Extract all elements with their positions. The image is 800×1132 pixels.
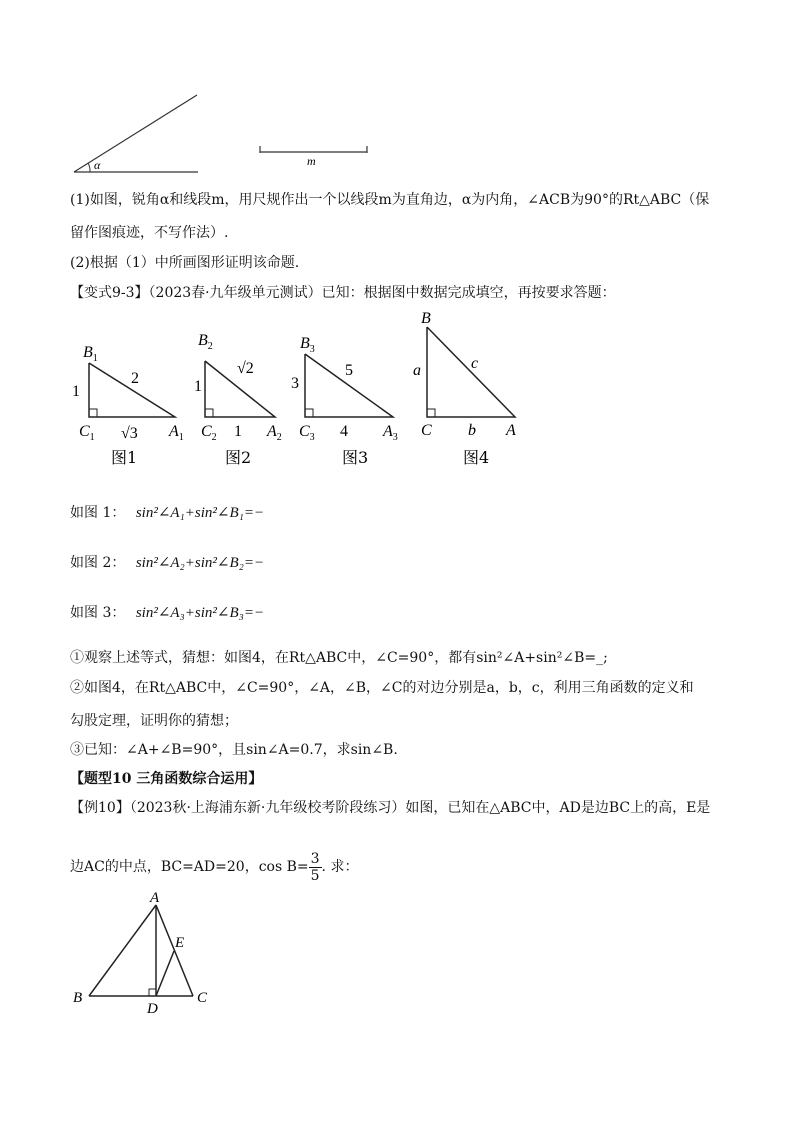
svg-text:C2	[201, 423, 217, 443]
tri3-vertex-C: C	[299, 423, 310, 440]
example-cont-pre: 边AC的中点，BC=AD=20，cos B=	[70, 859, 309, 875]
example-text: （2023秋·上海浦东新·九年级校考阶段练习）如图，已知在△ABC中，AD是边BC上的高，E是	[129, 800, 711, 816]
variant-text: （2023春·九年级单元测试）已知：根据图中数据完成填空，再按要求答题：	[148, 285, 616, 301]
svg-text:B3	[300, 335, 315, 355]
svg-text:A2	[266, 423, 282, 443]
question-1: (1)如图，锐角α和线段m，用尺规作出一个以线段m为直角边，α为内角，∠ACB为90°的Rt△ABC（保	[70, 192, 710, 208]
fraction-numerator: 3	[310, 850, 320, 867]
tri4-vertex-A: A	[506, 422, 516, 439]
vertex-A-label: A	[150, 890, 160, 906]
fill-item-2-label: 如图 2：	[70, 555, 126, 571]
tri4-hypotenuse: c	[471, 355, 479, 372]
tri3-caption: 图3	[342, 448, 369, 467]
tri2-base: 1	[234, 423, 242, 440]
tri3-hypotenuse: 5	[345, 362, 353, 379]
question-2: (2)根据（1）中所画图形证明该命题.	[70, 255, 300, 271]
tri2-left-side: 1	[194, 378, 202, 395]
angle-alpha-figure	[60, 85, 210, 180]
tri3-vertex-A: A	[383, 423, 393, 440]
tri1-caption: 图1	[111, 448, 138, 467]
tri3-vertex-A-sub: 3	[392, 432, 398, 443]
observation-3: ③已知：∠A+∠B=90°，且sin∠A=0.7，求sin∠B.	[70, 742, 398, 758]
segment-m-label: m	[307, 154, 316, 168]
triangle-figure-2	[185, 325, 295, 475]
point-E-label: E	[175, 935, 185, 951]
observation-2: ②如图4，在Rt△ABC中，∠C=90°，∠A，∠B，∠C的对边分别是a，b，c，利用三角函数的定义和	[70, 680, 694, 696]
variant-heading: 【变式9-3】	[70, 285, 149, 301]
example-continued	[70, 848, 358, 886]
svg-text:A3	[382, 423, 398, 443]
tri1-vertex-C: C	[79, 423, 90, 440]
section-heading: 【题型10 三角函数综合运用】	[70, 771, 263, 787]
tri2-vertex-B-sub: 2	[207, 341, 213, 352]
triangle-abc-figure	[65, 885, 225, 1020]
segment-m-figure	[255, 140, 375, 170]
tri3-vertex-C-sub: 3	[309, 432, 315, 443]
tri2-vertex-A: A	[267, 423, 277, 440]
tri2-vertex-C-sub: 2	[211, 432, 217, 443]
tri3-vertex-B: B	[300, 335, 310, 352]
tri4-vertex-C: C	[421, 422, 432, 439]
tri1-vertex-A: A	[169, 423, 179, 440]
tri4-caption: 图4	[463, 448, 490, 467]
tri2-vertex-A-sub: 2	[276, 432, 282, 443]
fill-item-3-expr: sin²∠A₃+sin²∠B₃=−	[135, 605, 265, 621]
tri1-hypotenuse: 2	[131, 370, 139, 387]
example-line	[70, 798, 710, 818]
tri2-vertex-B: B	[198, 332, 208, 349]
vertex-C-label: C	[197, 990, 208, 1006]
example-cont-post: . 求：	[321, 859, 359, 875]
svg-text:B1	[83, 344, 98, 364]
fill-item-1-label: 如图 1：	[70, 505, 126, 521]
tri1-left-side: 1	[72, 383, 80, 400]
observation-1: ①观察上述等式，猜想：如图4，在Rt△ABC中，∠C=90°，都有sin²∠A+sin²∠B=_;	[70, 650, 608, 666]
tri1-base: √3	[121, 425, 138, 442]
angle-alpha-label: α	[94, 158, 101, 172]
tri1-vertex-B: B	[83, 344, 93, 361]
svg-text:B2	[198, 332, 213, 352]
vertex-B-label: B	[73, 990, 83, 1006]
cos-b-fraction	[309, 851, 322, 884]
svg-text:A1	[168, 423, 184, 443]
triangle-figure-1	[65, 335, 195, 475]
variant-heading-line	[70, 283, 616, 303]
tri1-vertex-C-sub: 1	[89, 432, 95, 443]
example-label: 【例10】	[70, 800, 130, 816]
triangle-figure-4	[405, 305, 535, 475]
fill-item-3-label: 如图 3：	[70, 605, 126, 621]
question-1-continued: 留作图痕迹，不写作法）.	[70, 225, 229, 241]
tri2-hypotenuse: √2	[237, 360, 254, 377]
svg-text:C3	[299, 423, 315, 443]
tri2-vertex-C: C	[201, 423, 212, 440]
observation-2-continued: 勾股定理，证明你的猜想；	[70, 713, 238, 729]
tri3-base: 4	[340, 423, 348, 440]
tri1-vertex-A-sub: 1	[178, 432, 184, 443]
tri3-vertex-B-sub: 3	[309, 344, 315, 355]
fill-item-3	[70, 603, 264, 623]
fill-item-1-expr: sin²∠A₁+sin²∠B₁=−	[135, 505, 265, 521]
fill-item-2-expr: sin²∠A₂+sin²∠B₂=−	[135, 555, 265, 571]
fill-item-1	[70, 503, 264, 523]
svg-text:C1	[79, 423, 95, 443]
triangle-figure-3	[285, 330, 415, 475]
tri3-left-side: 3	[291, 375, 299, 392]
tri4-base: b	[468, 422, 476, 439]
point-D-label: D	[147, 1001, 158, 1017]
fill-item-2	[70, 553, 264, 573]
fraction-denominator: 5	[310, 867, 320, 884]
tri4-left-side: a	[413, 362, 421, 379]
tri4-vertex-B: B	[421, 310, 431, 327]
tri1-vertex-B-sub: 1	[92, 353, 98, 364]
tri2-caption: 图2	[225, 448, 252, 467]
